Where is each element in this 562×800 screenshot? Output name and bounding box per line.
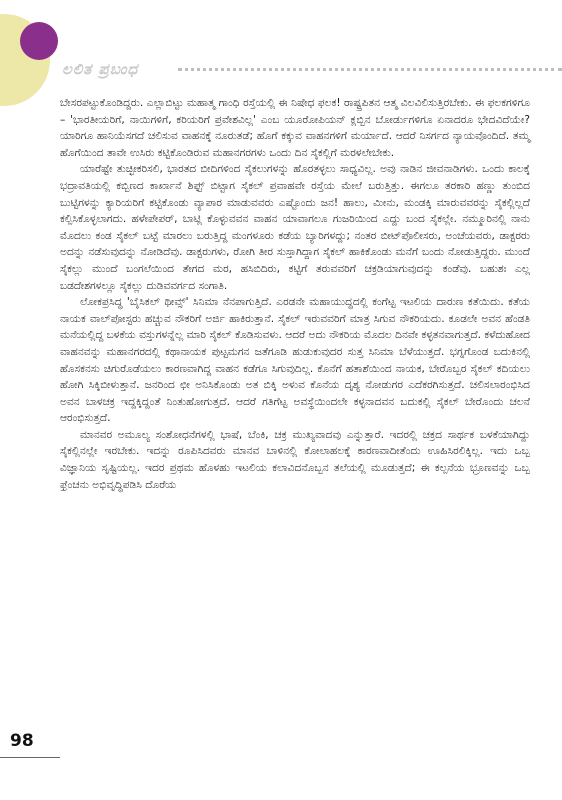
paragraph-2: ಯಾರೆಷ್ಟೇ ತುಚ್ಛೀಕರಿಸಲಿ, ಭಾರತದ ಬೀದಿಗಳಿಂದ ಸೈಕಲುಗಳನ್ನು ಹೊರತಳ್ಳಲು ಸಾಧ್ಯವಿಲ್ಲ. ಅವು ನಾಡಿನ ಜೀವನಾಡಿಗಳು. ಒಂದು ಕಾಲಕ್ಕೆ ಭದ್ರಾವತಿಯಲ್ಲಿ ಕಬ್ಬಿಣದ ಕಾರ್ಖಾನೆ ಶಿಫ್ಟ್ ಬಿಟ್ಟಾಗ ಸೈಕಲ್ ಪ್ರವಾಹವೇ ರಸ್ತೆಯ ಮೇಲೆ ಬರುತ್ತಿತ್ತು. ಈಗಲೂ ತರಕಾರಿ ಹಣ್ಣು ತುಂಬಿದ ಬುಟ್ಟಿಗಳನ್ನು ಕ್ಯಾರಿಯರಿಗೆ ಕಟ್ಟಿಕೊಂಡು ವ್ಯಾಪಾರ ಮಾಡುವವರು ಎಷ್ಟೊಂದು ಜನ! ಹಾಲು, ಮೀನು, ಮಂಡಕ್ಕಿ ಮಾರುವವರನ್ನು ಸೈಕಲ್ಲಿಲ್ಲದೆ ಕಲ್ಪಿಸಿಕೊಳ್ಳಲಾಗದು. ಹಳೇಪೇಪರ್, ಬಾಟ್ಲಿ ಕೊಳ್ಳುವವನ ವಾಹನ ಯಾವಾಗಲೂ ಗುಜರಿಯಿಂದ ಎದ್ದು ಬಂದ ಸೈಕಲ್ಲೇ. ನಮ್ಮೂರಿನಲ್ಲಿ ನಾನು ಮೊದಲು ಕಂಡ ಸೈಕಲ್ ಬಟ್ಟೆ ಮಾರಲು ಬರುತ್ತಿದ್ದ ಮಂಗಳೂರು ಕಡೆಯ ಬ್ಯಾರಿಗಳದ್ದು; ನಂತರ ಬೀಟ್‌ಪೊಲೀಸರು, ಅಂಚೆಯವರು, ಡಾಕ್ಟರರು ಅದನ್ನು ನಡೆಸುವುದನ್ನು ನೋಡಿದೆವು. ಡಾಕ್ಟರುಗಳು, ರೋಗಿ ತೀರ ಸುಸ್ತಾಗಿದ್ದಾಗ ಸೈಕಲ್ ಹಾಕಿಕೊಂಡು ಮನೆಗೆ ಬಂದು ನೋಡುತ್ತಿದ್ದರು. ಮುಂದೆ ಸೈಕಲ್ಲು ಮುಂದೆ ಬಂಗಲೆಯಿಂದ ತೇಗದ ಮರ, ಹಸಿಬಿದಿರು, ಕಟ್ಟಿಗೆ ತರುವವರಿಗೆ ಚಕ್ರಡಿಯಾಗುವುದನ್ನು ಕಂಡೆವು. ಬಹುಶಃ ಎಲ್ಲ ಬಡದೇಶಗಳಲ್ಲೂ ಸೈಕಲ್ಲು ದುಡಿವವರ್ಗದ ಸಂಗಾತಿ.: [60, 163, 530, 292]
paragraph-1: ಬೇಸರಪಟ್ಟುಕೊಂಡಿದ್ದರು. ಎಲ್ಲಾಬಿಟ್ಟು ಮಹಾತ್ಮ ಗಾಂಧಿ ರಸ್ತೆಯಲ್ಲಿ ಈ ನಿಷೇಧ ಫಲಕ! ರಾಷ್ಟ್ರಪಿತನ ಆತ್ಮ ವಿಲವಿಲಿಸುತ್ತಿರಬೇಕು. ಈ ಫಲಕಗಳಿಗೂ – 'ಭಾರತೀಯರಿಗೆ, ನಾಯಿಗಳಿಗೆ, ಕರಿಯರಿಗೆ ಪ್ರವೇಶವಿಲ್ಲ' ಎಂಬ ಯೂರೋಪಿಯನ್ ಕ್ಲಬ್ಬಿನ ಬೋರ್ಡುಗಳಿಗೂ ಏನಾದರೂ ಭೇದವಿದೆಯೇ? ಯಾರಿಗೂ ಹಾನಿಯೆಸಗದೆ ಚಲಿಸುವ ವಾಹನಕ್ಕೆ ನೂರುತಡೆ; ಹೊಗೆ ಕಕ್ಕುವ ವಾಹನಗಳಿಗೆ ಮರ್ಯಾದೆ. ಆದರೆ ನಿಸರ್ಗದ ನ್ಯಾಯವೊಂದಿದೆ. ತಮ್ಮ ಹೊಗೆಯಿಂದ ತಾವೇ ಉಸಿರು ಕಟ್ಟಿಕೊಂಡಿರುವ ಮಹಾನಗರಗಳು ಒಂದು ದಿನ ಸೈಕಲ್ಲಿಗೆ ಮರಳಲೇಬೇಕು.: [60, 97, 530, 159]
footer-rule: [0, 757, 60, 758]
essay-body: [60, 95, 530, 493]
section-title: ಲಲಿತ ಪ್ರಬಂಧ: [62, 60, 139, 78]
paragraph-3: ಲೋಕಪ್ರಸಿದ್ಧ 'ಬೈಸಿಕಲ್ ಥೀವ್ಸ್' ಸಿನಿಮಾ ನೆನಪಾಗುತ್ತಿದೆ. ಎರಡನೇ ಮಹಾಯುದ್ಧದಲ್ಲಿ ಕಂಗೆಟ್ಟ ಇಟಲಿಯ ದಾರುಣ ಕತೆಯಿದು. ಕತೆಯ ನಾಯಕ ವಾಲ್‌ಪೋಸ್ಟರು ಹಚ್ಚುವ ನೌಕರಿಗೆ ಅರ್ಜಿ ಹಾಕಿರುತ್ತಾನೆ. ಸೈಕಲ್ ಇರುವವರಿಗೆ ಮಾತ್ರ ಸಿಗುವ ನೌಕರಿಯದು. ಕೂಡಲೇ ಅವನ ಹೆಂಡತಿ ಮನೆಯಲ್ಲಿದ್ದ ಬಳಕೆಯ ವಸ್ತುಗಳನ್ನೆಲ್ಲ ಮಾರಿ ಸೈಕಲ್ ಕೊಡಿಸುವಳು. ಆದರೆ ಅದು ನೌಕರಿಯ ಮೊದಲ ದಿನವೇ ಕಳ್ಳತನವಾಗುತ್ತದೆ. ಕಳೆದುಹೋದ ವಾಹನವನ್ನು ಮಹಾನಗರದಲ್ಲಿ ಕಥಾನಾಯಕ ಪುಟ್ಟಮಗನ ಜತೆಗೂಡಿ ಹುಡುಕುವುದರ ಸುತ್ತ ಸಿನಿಮಾ ಬೆಳೆಯುತ್ತದೆ. ಭಗ್ನಗೊಂಡ ಬದುಕಿನಲ್ಲಿ ಹೊಸಕನಸು ಚಿಗುರೊಡೆಯಲು ಕಾರಣವಾಗಿದ್ದ ವಾಹನ ಕಡೆಗೂ ಸಿಗುವುದಿಲ್ಲ. ಕೊನೆಗೆ ಹತಾಶೆಯಿಂದ ನಾಯಕ, ಬೇರೊಬ್ಬರ ಸೈಕಲ್ ಕದಿಯಲು ಹೋಗಿ ಸಿಕ್ಕಿಬೀಳುತ್ತಾನೆ. ಜನರಿಂದ ಛೀ ಅನಿಸಿಕೊಂಡು ಅತ ಬಿಕ್ಕಿ ಅಳುವ ಕೊನೆಯ ದೃಶ್ಯ ನೋಡುಗರ ಎದೆಕರಗಿಸುತ್ತದೆ. ಚಲಿಸಲಾರಂಭಿಸಿದ ಅವನ ಬಾಳಚಕ್ರ ಇದ್ದಕ್ಕಿದ್ದಂತೆ ನಿಂತುಹೋಗುತ್ತದೆ. ಆದರೆ ಗತಿಗೆಟ್ಟ ಅವಸ್ಥೆಯಿಂದಲೇ ಕಳ್ಳನಾದವನ ಬದುಕಲ್ಲಿ ಸೈಕಲ್ ಬೇರೊಂದು ಚಲನೆ ಆರಂಭಿಸುತ್ತದೆ.: [60, 296, 530, 425]
header-dotted-rule: [178, 68, 562, 71]
page-number: 98: [10, 731, 34, 751]
paragraph-4: ಮಾನವರ ಅಮೂಲ್ಯ ಸಂಶೋಧನೆಗಳಲ್ಲಿ ಭಾಷೆ, ಬೆಂಕಿ, ಚಕ್ರ ಮುಖ್ಯವಾದವು ಎನ್ನುತ್ತಾರೆ. ಇದರಲ್ಲಿ ಚಕ್ರದ ಸಾರ್ಥಕ ಬಳಕೆಯಾಗಿದ್ದು ಸೈಕಲ್ಲಿನಲ್ಲೇ ಇರಬೇಕು. ಇದನ್ನು ರೂಪಿಸಿದವರು ಮಾನವ ಬಾಳಿನಲ್ಲಿ ಕೋಲಾಹಲಕ್ಕೆ ಕಾರಣವಾದೀತೆಂದು ಊಹಿಸಿರಲಿಕ್ಕಿಲ್ಲ. ಇದು ಒಬ್ಬ ವಿಜ್ಞಾನಿಯ ಸೃಷ್ಟಿಯಲ್ಲ. ಇದರ ಪ್ರಥಮ ಹೊಳಹು ಇಟಲಿಯ ಕಲಾವಿದನೊಬ್ಬನ ತಲೆಯಲ್ಲಿ ಮೂಡುತ್ತದೆ; ಈ ಕಲ್ಪನೆಯ ಭ್ರೂಣವನ್ನು ಒಬ್ಬ ಫ್ರೆಂಚನು ಅಭಿವೃದ್ಧಿಪಡಿಸಿ ದೊರೆಯ: [60, 428, 530, 491]
decorative-circle-purple: [20, 22, 58, 60]
